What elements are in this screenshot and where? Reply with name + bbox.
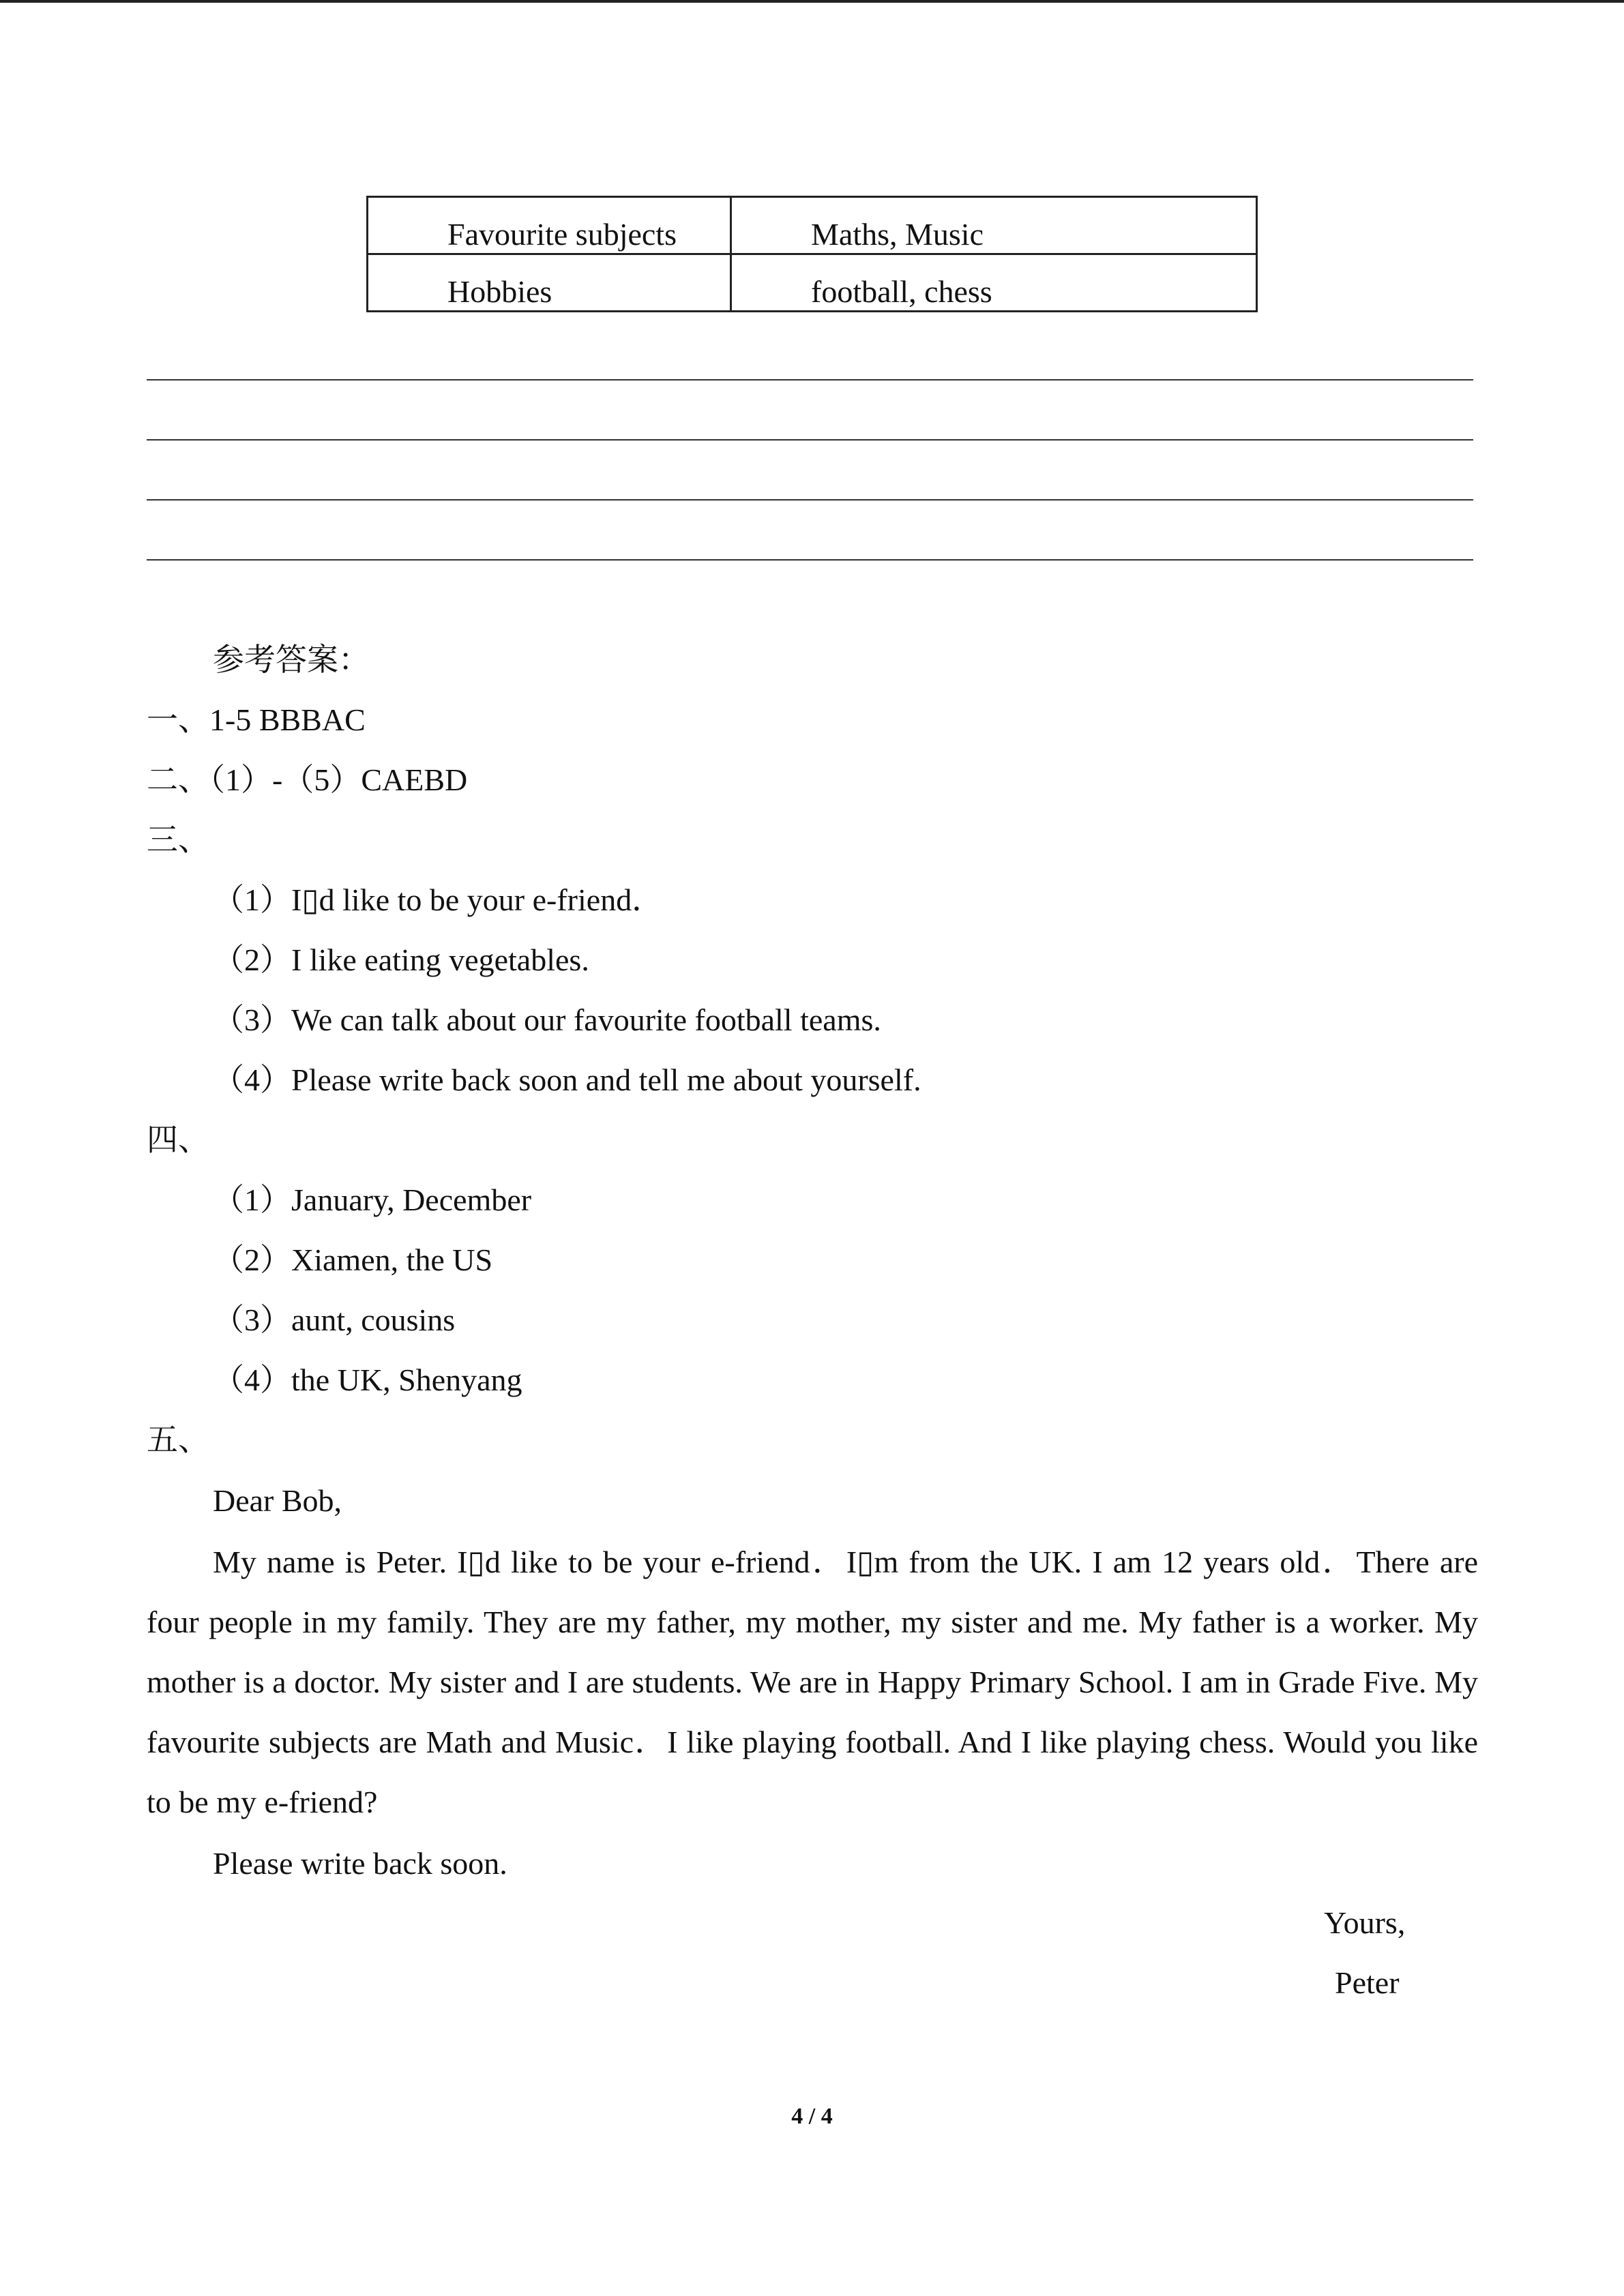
writing-line-1 bbox=[147, 379, 1473, 381]
letter-signature: Peter bbox=[1335, 1965, 1400, 2000]
writing-line-4 bbox=[147, 559, 1473, 561]
letter-signoff: Yours, bbox=[1324, 1905, 1406, 1940]
info-table bbox=[366, 196, 1258, 312]
page-top-border bbox=[0, 0, 1624, 3]
answer-4-item-2: （2）Xiamen, the US bbox=[213, 1242, 493, 1277]
answer-3-item-1: （1）I▯d like to be your e-friend． bbox=[213, 882, 664, 917]
letter-closing-line: Please write back soon. bbox=[213, 1846, 507, 1881]
answer-3-item-4: （4）Please write back soon and tell me about yourself. bbox=[213, 1062, 921, 1097]
table-cell-value: Maths, Music bbox=[731, 197, 1257, 254]
answer-section-1: 一、1-5 BBBAC bbox=[147, 702, 366, 737]
answer-3-item-2: （2）I like eating vegetables. bbox=[213, 942, 589, 977]
table-row bbox=[368, 254, 1257, 312]
answer-4-item-1: （1）January, December bbox=[213, 1182, 532, 1217]
writing-line-2 bbox=[147, 439, 1473, 441]
answer-section-3-head: 三、 bbox=[147, 822, 209, 857]
answer-3-item-3: （3）We can talk about our favourite football teams. bbox=[213, 1002, 881, 1037]
writing-line-3 bbox=[147, 499, 1473, 501]
table-cell-label: Favourite subjects bbox=[368, 197, 731, 254]
table-row bbox=[368, 197, 1257, 254]
table-cell-label: Hobbies bbox=[368, 254, 731, 312]
answer-section-4-head: 四、 bbox=[147, 1122, 209, 1157]
answers-title: 参考答案： bbox=[213, 642, 370, 677]
letter-greeting: Dear Bob, bbox=[213, 1483, 342, 1518]
table-cell-value: football, chess bbox=[731, 254, 1257, 312]
answer-section-5-head: 五、 bbox=[147, 1422, 209, 1457]
answer-4-item-4: （4）the UK, Shenyang bbox=[213, 1362, 522, 1397]
answer-4-item-3: （3）aunt, cousins bbox=[213, 1302, 456, 1337]
page-number: 4 / 4 bbox=[791, 2104, 833, 2129]
answer-section-2: 二、（1）-（5）CAEBD bbox=[147, 762, 468, 797]
letter-body: My name is Peter. I▯d like to be your e-friend．I▯m from the UK. I am 12 years old．There are four people in my family. They are my father, my mother, my sister and me. My father is a worker. My mother is a doctor. My sister and I are students. We are in Happy Primary School. I am in Grade Five. My favourite subjects are Math and Music．I like playing football. And I like playing chess. Would you like to be my e-friend? bbox=[147, 1545, 1478, 1819]
